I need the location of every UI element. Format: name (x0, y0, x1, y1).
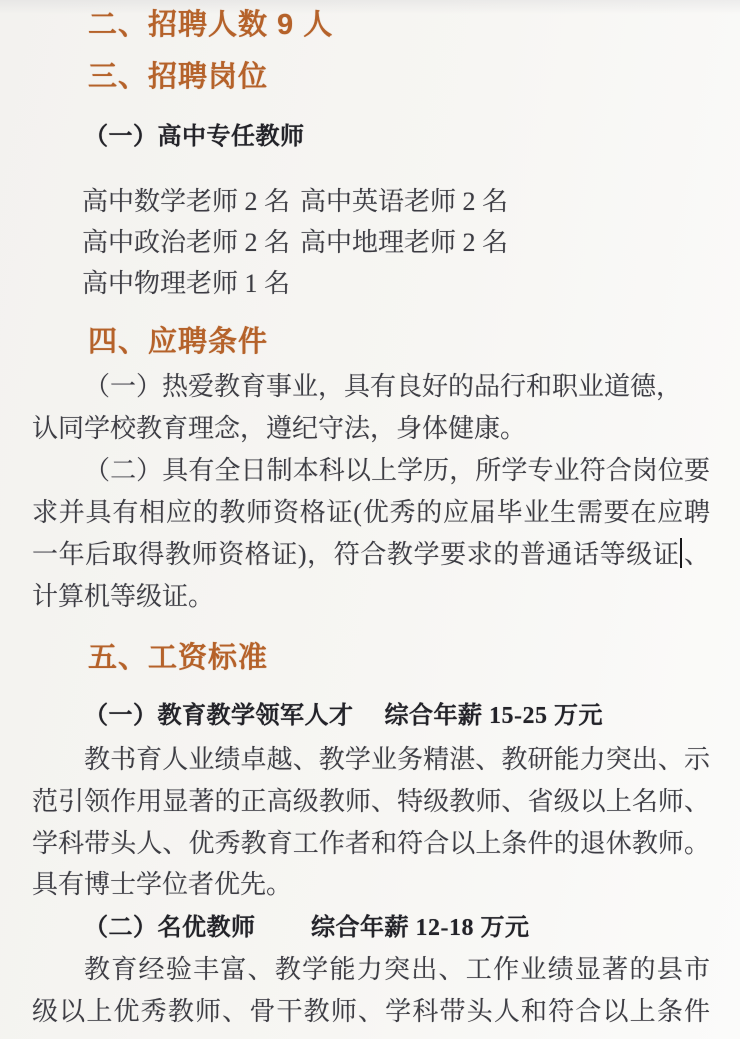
tier2-line-1[interactable]: 教育经验丰富、教学能力突出、工作业绩显著的县市 (84, 955, 710, 984)
condition2-line-3[interactable] (32, 538, 710, 574)
job-item-politics: 高中政治老师 2 名 (82, 228, 291, 257)
subheading-highschool-teachers[interactable]: （一）高中专任教师 (84, 124, 305, 150)
tier1-line-2[interactable]: 范引领作用显著的正高级教师、特级教师、省级以上名师、 (32, 787, 710, 816)
heading-conditions[interactable]: 四、应聘条件 (88, 326, 269, 358)
line-text-after-cursor: 、 (683, 540, 710, 569)
job-row-3[interactable] (82, 267, 300, 303)
tier1-line-1[interactable]: 教书育人业绩卓越、教学业务精湛、教研能力突出、示 (84, 745, 710, 774)
subheading-tier1-salary[interactable]: （一）教育教学领军人才 综合年薪 15-25 万元 (84, 703, 603, 729)
heading-positions[interactable]: 三、招聘岗位 (88, 61, 269, 93)
condition1-line-1[interactable]: （一）热爱教育事业，具有良好的品行和职业道德， (84, 372, 683, 401)
subheading-tier2-salary[interactable]: （二）名优教师 综合年薪 12-18 万元 (84, 915, 530, 941)
condition2-line-1[interactable]: （二）具有全日制本科以上学历，所学专业符合岗位要 (84, 456, 710, 485)
job-item-english: 高中英语老师 2 名 (300, 187, 509, 216)
job-item-physics: 高中物理老师 1 名 (82, 269, 291, 298)
line-text-before-cursor: 一年后取得教师资格证)，符合教学要求的普通话等级证 (32, 540, 680, 569)
condition1-line-2[interactable]: 认同学校教育理念，遵纪守法，身体健康。 (32, 414, 527, 443)
tier1-line-4[interactable]: 具有博士学位者优先。 (32, 870, 293, 899)
job-item-math: 高中数学老师 2 名 (82, 187, 291, 216)
job-item-geography: 高中地理老师 2 名 (300, 228, 509, 257)
condition2-line-4[interactable]: 计算机等级证。 (32, 582, 215, 611)
job-row-1[interactable] (82, 185, 508, 221)
tier1-line-3[interactable]: 学科带头人、优秀教育工作者和符合以上条件的退休教师。 (32, 829, 710, 858)
heading-recruit-count[interactable]: 二、招聘人数 9 人 (88, 9, 334, 41)
condition2-line-2[interactable]: 求并具有相应的教师资格证(优秀的应届毕业生需要在应聘 (32, 498, 710, 527)
tier2-line-2[interactable]: 级以上优秀教师、骨干教师、学科带头人和符合以上条件 (32, 997, 710, 1026)
heading-salary[interactable]: 五、工资标准 (88, 642, 269, 674)
job-row-2[interactable] (82, 226, 508, 262)
